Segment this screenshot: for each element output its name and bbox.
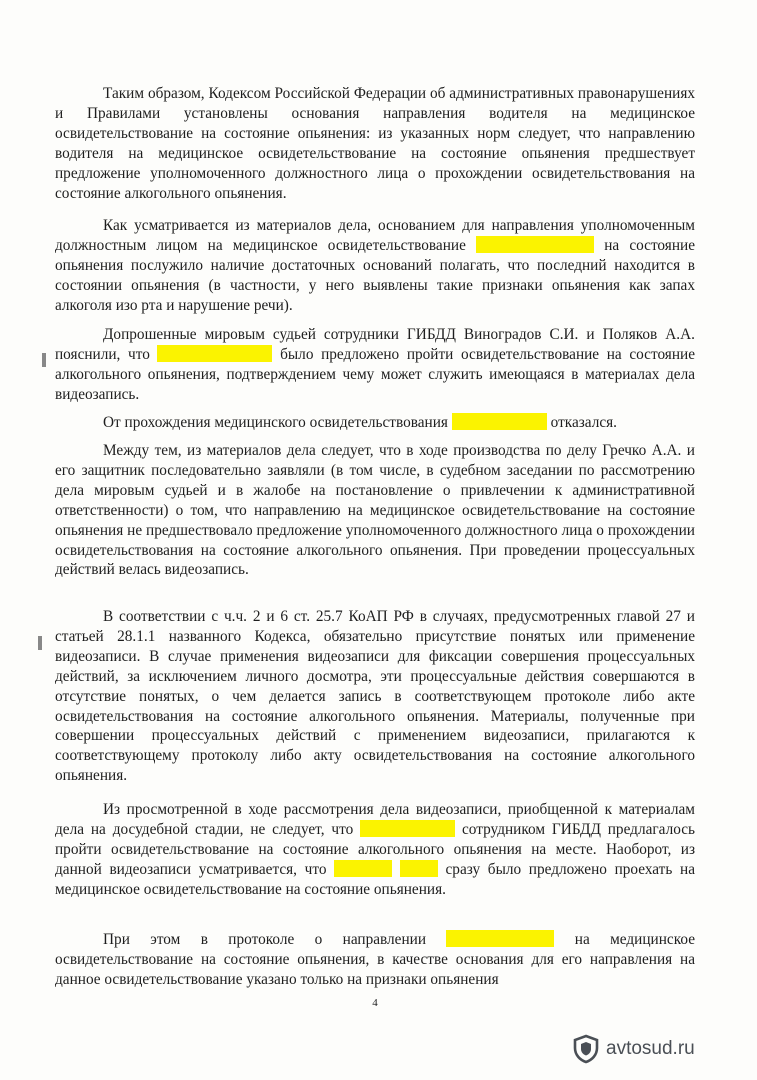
shield-icon bbox=[572, 1034, 600, 1064]
paragraph-2 bbox=[55, 216, 695, 316]
redaction-highlight bbox=[360, 820, 455, 837]
site-watermark bbox=[572, 1034, 695, 1064]
paragraph-text: Из просмотренной в ходе рассмотрения дела видеозаписи, приобщенной к материалам дела на досудебной стадии, не следует, что bbox=[55, 801, 695, 838]
paragraph-6 bbox=[55, 607, 695, 786]
paragraph-text: От прохождения медицинского освидетельствования bbox=[103, 414, 452, 431]
paragraph-text: Между тем, из материалов дела следует, что в ходе производства по делу Гречко А.А. и его защитник последовательно заявляли (в том числе, в судебном заседании по рассмотрению дела мировым судьей и в жалобе на постановление о привлечении к административной ответственности) о том, что направлению на медицинское освидетельствование на состояние опьянения не предшествовало предложение уполномоченного должностного лица о прохождении освидетельствования на состояние алкогольного опьянения. При проведении процессуальных действий велась видеозапись. bbox=[55, 442, 695, 579]
redaction-highlight bbox=[157, 345, 272, 362]
paragraph-1 bbox=[55, 84, 695, 203]
scan-mark bbox=[42, 353, 46, 367]
redaction-highlight bbox=[400, 860, 438, 877]
paragraph-text: Таким образом, Кодексом Российской Федерации об административных правонарушениях и Правилами установлены основания направления водителя на медицинское освидетельствование на состояние опьянения: из указанных норм следует, что направлению водителя на медицинское освидетельствование на состояние опьянения предшествует предложение уполномоченного должностного лица о прохождении освидетельствования на состояние алкогольного опьянения. bbox=[55, 85, 695, 202]
paragraph-text: сразу было предложено проехать на медицинское освидетельствование на состояние опьянения. bbox=[55, 860, 695, 898]
paragraph-4 bbox=[55, 413, 695, 433]
paragraph-text: При этом в протоколе о направлении bbox=[103, 931, 447, 948]
paragraph-text: сотрудником ГИБДД предлагалось пройти освидетельствование на состояние алкогольного опьянения на месте. Наоборот, из данной видеозаписи усматривается, что bbox=[55, 820, 696, 878]
paragraph-8 bbox=[55, 930, 695, 990]
paragraph-text: на состояние опьянения послужило наличие достаточных оснований полагать, что последний находится в состоянии опьянения (в частности, у него выявлены такие признаки опьянения как запах алкоголя изо рта и нарушение речи). bbox=[55, 236, 695, 314]
paragraph-text: на медицинское освидетельствование на состояние опьянения, в качестве основания для его направления на данное освидетельствование указано только на признаки опьянения bbox=[55, 931, 695, 988]
redaction-highlight bbox=[446, 930, 554, 947]
paragraph-text: В соответствии с ч.ч. 2 и 6 ст. 25.7 КоАП РФ в случаях, предусмотренных главой 27 и статьей 28.1.1 названного Кодекса, обязательно присутствие понятых или применение видеозаписи. В случае применения видеозаписи для фиксации совершения процессуальных действий, за исключением личного досмотра, эти процессуальные действия совершаются в отсутствие понятых, о чем делается запись в соответствующем протоколе либо акте освидетельствования на состояние алкогольного опьянения. Материалы, полученные при совершении процессуальных действий с применением видеозаписи, прилагаются к соответствующему протоколу либо акту освидетельствования на состояние алкогольного опьянения. bbox=[55, 608, 695, 785]
scan-mark bbox=[38, 636, 42, 650]
paragraph-text bbox=[392, 861, 400, 878]
watermark-text: avtosud.ru bbox=[606, 1038, 695, 1059]
redaction-highlight bbox=[452, 413, 547, 430]
redaction-highlight bbox=[476, 236, 594, 253]
paragraph-text: было предложено пройти освидетельствование на состояние алкогольного опьянения, подтверждением чему может служить имеющаяся в материалах дела видеозапись. bbox=[55, 345, 695, 403]
paragraph-3 bbox=[55, 325, 695, 405]
redaction-highlight bbox=[334, 860, 392, 877]
paragraph-text: Допрошенные мировым судьей сотрудники ГИБДД Виноградов С.И. и Поляков А.А. пояснили, что bbox=[55, 326, 695, 363]
paragraph-5 bbox=[55, 441, 695, 580]
paragraph-7 bbox=[55, 800, 695, 900]
paragraph-text: отказался. bbox=[546, 414, 617, 431]
paragraph-text: Как усматривается из материалов дела, основанием для направления уполномоченным должностным лицом на медицинское освидетельствование bbox=[55, 217, 695, 254]
page-number: 4 bbox=[372, 997, 378, 1009]
